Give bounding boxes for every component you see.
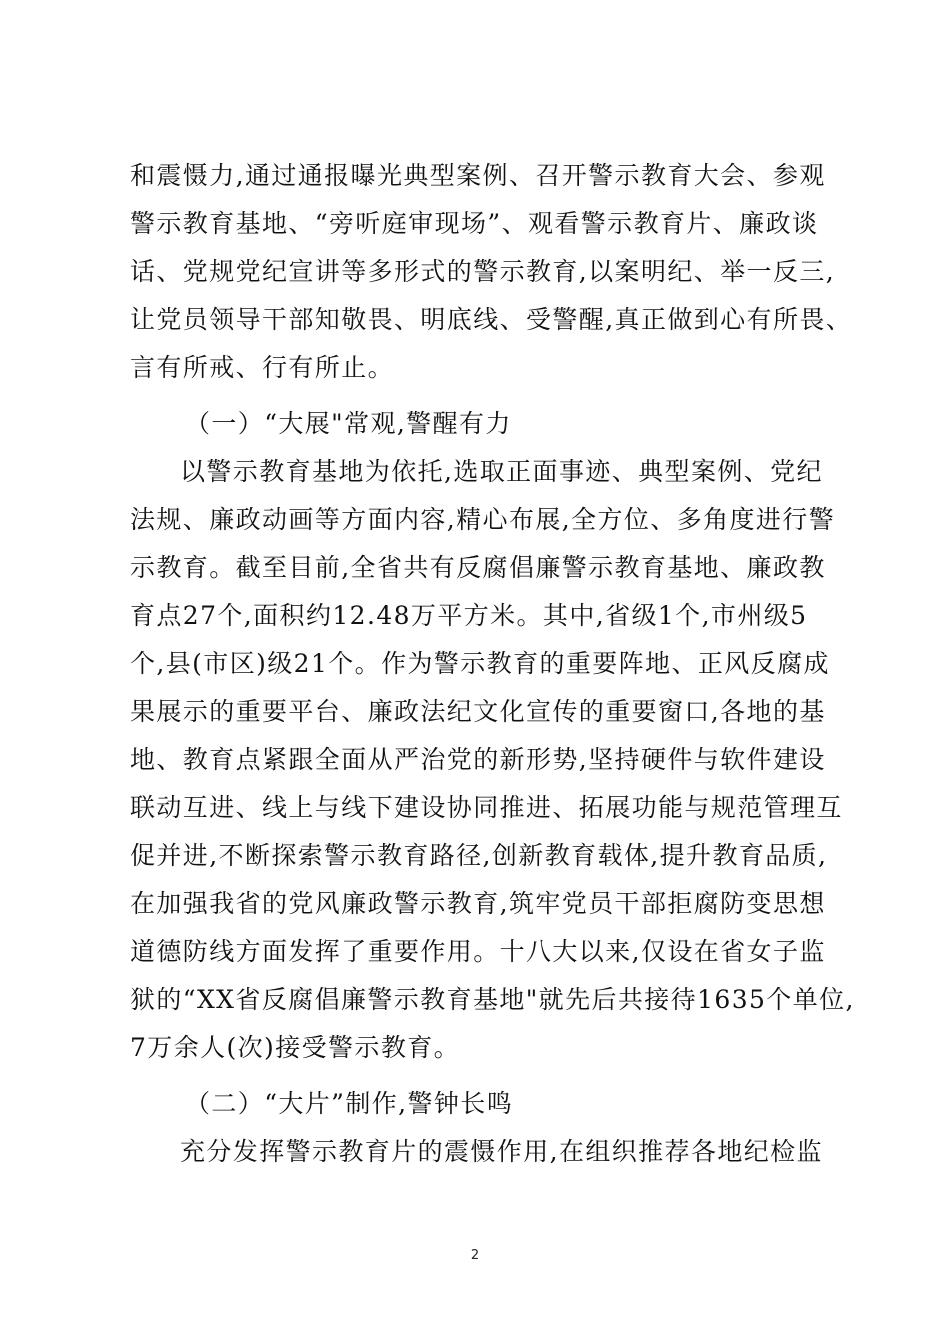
text-line: 在加强我省的党风廉政警示教育,筑牢党员干部拒腐防变思想 bbox=[130, 889, 826, 918]
section-heading-2: （二）“大片”制作,警钟长鸣 bbox=[185, 1089, 514, 1118]
paragraph-start: 充分发挥警示教育片的震慑作用,在组织推荐各地纪检监 bbox=[180, 1137, 823, 1166]
text-line: 话、党规党纪宣讲等多形式的警示教育,以案明纪、举一反三, bbox=[130, 257, 836, 286]
text-line: 地、教育点紧跟全面从严治党的新形势,坚持硬件与软件建设 bbox=[130, 745, 826, 774]
text-line: 联动互进、线上与线下建设协同推进、拓展功能与规范管理互 bbox=[130, 793, 843, 822]
text-line: 示教育。截至目前,全省共有反腐倡廉警示教育基地、廉政教 bbox=[130, 553, 826, 582]
page-number: 2 bbox=[470, 1248, 480, 1263]
text-line: 道德防线方面发挥了重要作用。十八大以来,仅设在省女子监 bbox=[130, 937, 826, 966]
paragraph-start: 以警示教育基地为依托,选取正面事迹、典型案例、党纪 bbox=[180, 457, 823, 486]
text-line: 言有所戒、行有所止。 bbox=[130, 353, 395, 382]
text-line: 狱的“XX省反腐倡廉警示教育基地"就先后共接待1635个单位, bbox=[130, 985, 855, 1014]
text-line: 育点27个,面积约12.48万平方米。其中,省级1个,市州级5 bbox=[130, 601, 808, 630]
text-line: 警示教育基地、“旁听庭审现场”、观看警示教育片、廉政谈 bbox=[130, 209, 819, 238]
text-line: 个,县(市区)级21个。作为警示教育的重要阵地、正风反腐成 bbox=[130, 649, 830, 678]
text-line: 让党员领导干部知敬畏、明底线、受警醒,真正做到心有所畏、 bbox=[130, 305, 853, 334]
text-line: 和震慑力,通过通报曝光典型案例、召开警示教育大会、参观 bbox=[130, 161, 826, 190]
text-line: 促并进,不断探索警示教育路径,创新教育载体,提升教育品质, bbox=[130, 841, 828, 870]
section-heading-1: （一）“大展"常观,警醒有力 bbox=[185, 409, 512, 438]
text-line: 果展示的重要平台、廉政法纪文化宣传的重要窗口,各地的基 bbox=[130, 697, 826, 726]
text-line: 法规、廉政动画等方面内容,精心布展,全方位、多角度进行警 bbox=[130, 505, 836, 534]
text-line: 7万余人(次)接受警示教育。 bbox=[130, 1033, 461, 1062]
